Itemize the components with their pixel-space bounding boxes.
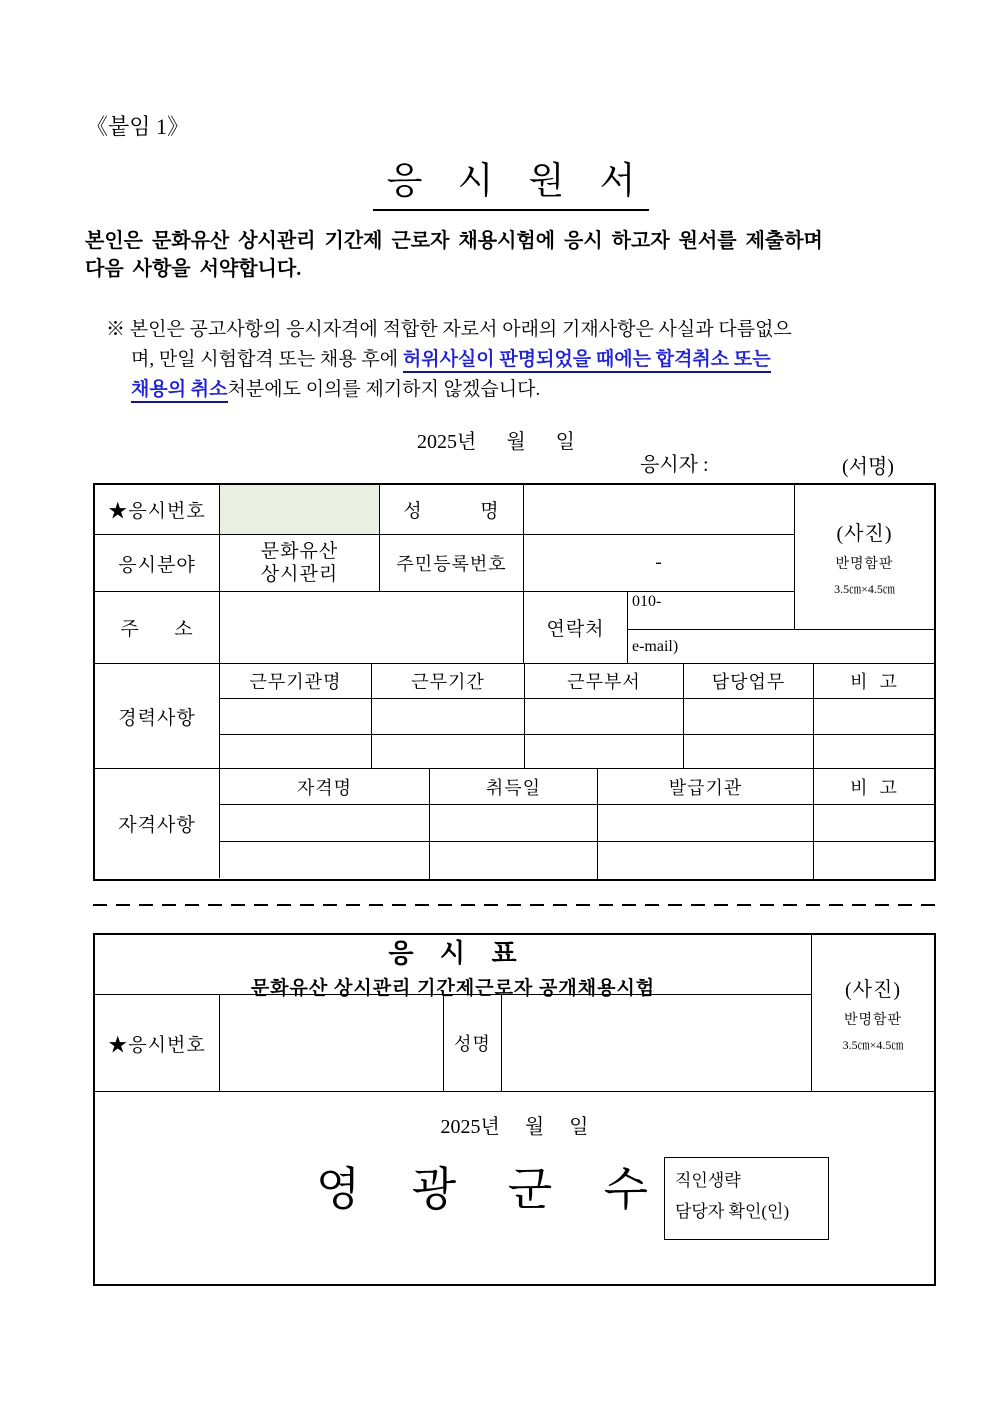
- cert-cell: [430, 842, 598, 879]
- stamp-line-2: 담당자 확인(인): [675, 1202, 790, 1221]
- dashed-cut-line: [93, 904, 936, 906]
- career-cell: [814, 735, 934, 769]
- career-cell: [684, 699, 814, 735]
- cert-cell: [220, 805, 430, 842]
- career-cell: [684, 735, 814, 769]
- note-highlight-2: 채용의 취소: [131, 379, 228, 403]
- career-cell: [372, 735, 525, 769]
- name-value-cell: [524, 485, 795, 535]
- photo-label: (사진): [836, 523, 893, 545]
- career-cell: [814, 699, 934, 735]
- career-header-org: 근무기관명: [220, 664, 372, 699]
- note-line-3-suffix: 처분에도 이의를 제기하지 않겠습니다.: [227, 379, 541, 400]
- field-label: 응시분야: [95, 535, 220, 592]
- signature-label: (서명): [842, 456, 894, 478]
- cert-header-date: 취득일: [430, 769, 598, 805]
- contact-label: 연락처: [524, 592, 628, 664]
- slip-name-label: 성명: [444, 995, 502, 1092]
- cert-cell: [220, 842, 430, 879]
- cert-cell: [598, 842, 814, 879]
- photo-type: 반명함판: [835, 557, 894, 572]
- cert-cell: [814, 842, 934, 879]
- slip-date-line: 2025년 월 일: [440, 1116, 589, 1138]
- cert-label: 자격사항: [95, 769, 220, 878]
- note-line-2-prefix: 며, 만일 시험합격 또는 채용 후에: [131, 349, 403, 370]
- attachment-label: 《붙임 1》: [86, 114, 190, 139]
- date-line: 2025년 월 일: [417, 431, 575, 453]
- cert-cell: [598, 805, 814, 842]
- name-label: 성 명: [380, 485, 524, 535]
- slip-title: 응 시 표: [388, 938, 518, 968]
- note-text: [106, 315, 918, 405]
- cert-cell: [430, 805, 598, 842]
- slip-photo-size: 3.5㎝×4.5㎝: [842, 1038, 904, 1052]
- career-header-period: 근무기간: [372, 664, 525, 699]
- stamp-box: [664, 1157, 829, 1240]
- photo-box: [795, 485, 934, 630]
- note-line-3: [131, 375, 918, 405]
- cert-header-issuer: 발급기관: [598, 769, 814, 805]
- career-cell: [220, 699, 372, 735]
- email-value-cell: e-mail): [628, 630, 934, 664]
- pledge-line-2: 다음 사항을 서약합니다.: [85, 258, 302, 280]
- note-line-2: [131, 345, 918, 375]
- slip-name-cell: [502, 995, 812, 1092]
- application-table: [93, 483, 936, 881]
- slip-exam-no-cell: [220, 995, 444, 1092]
- field-value-line-1: 문화유산: [260, 541, 339, 562]
- career-cell: [220, 735, 372, 769]
- note-highlight-1: 허위사실이 판명되었을 때에는 합격취소 또는: [403, 349, 771, 373]
- slip-photo-label: (사진): [845, 979, 901, 1001]
- phone-value-cell: 010-: [628, 592, 795, 630]
- field-value: [220, 535, 380, 592]
- photo-size: 3.5㎝×4.5㎝: [834, 582, 895, 596]
- exam-no-input-cell: [220, 485, 380, 535]
- exam-slip-table: [93, 933, 936, 1286]
- career-cell: [372, 699, 525, 735]
- issuer-title: 영 광 군 수: [315, 1164, 649, 1215]
- pledge-line-1: 본인은 문화유산 상시관리 기간제 근로자 채용시험에 응시 하고자 원서를 제출하며: [85, 230, 823, 252]
- slip-subtitle: 문화유산 상시관리 기간제근로자 공개채용시험: [250, 977, 656, 999]
- field-value-line-2: 상시관리: [260, 564, 339, 585]
- page-title: 응 시 원 서: [373, 150, 650, 211]
- cert-header-note: 비 고: [814, 769, 934, 805]
- slip-photo-type: 반명함판: [843, 1013, 903, 1028]
- note-line-1: ※ 본인은 공고사항의 응시자격에 적합한 자로서 아래의 기재사항은 사실과 다름없으: [106, 319, 792, 340]
- career-label: 경력사항: [95, 664, 220, 769]
- career-cell: [525, 735, 684, 769]
- cert-cell: [814, 805, 934, 842]
- career-header-note: 비 고: [814, 664, 934, 699]
- jumin-label: 주민등록번호: [380, 535, 524, 592]
- slip-photo-box: [812, 935, 934, 1092]
- slip-exam-no-label: ★응시번호: [95, 995, 220, 1092]
- career-header-dept: 근무부서: [525, 664, 684, 699]
- applicant-label: 응시자 :: [640, 454, 709, 476]
- exam-no-label: ★응시번호: [95, 485, 220, 535]
- stamp-line-1: 직인생략: [675, 1171, 741, 1190]
- cert-header-name: 자격명: [220, 769, 430, 805]
- slip-title-cell: [95, 935, 812, 999]
- address-label: 주 소: [95, 592, 220, 664]
- career-header-duty: 담당업무: [684, 664, 814, 699]
- page-title-wrap: [0, 150, 992, 211]
- pledge-text: [85, 227, 915, 283]
- career-cell: [525, 699, 684, 735]
- jumin-value-cell: -: [524, 535, 795, 592]
- address-value-cell: [220, 592, 524, 664]
